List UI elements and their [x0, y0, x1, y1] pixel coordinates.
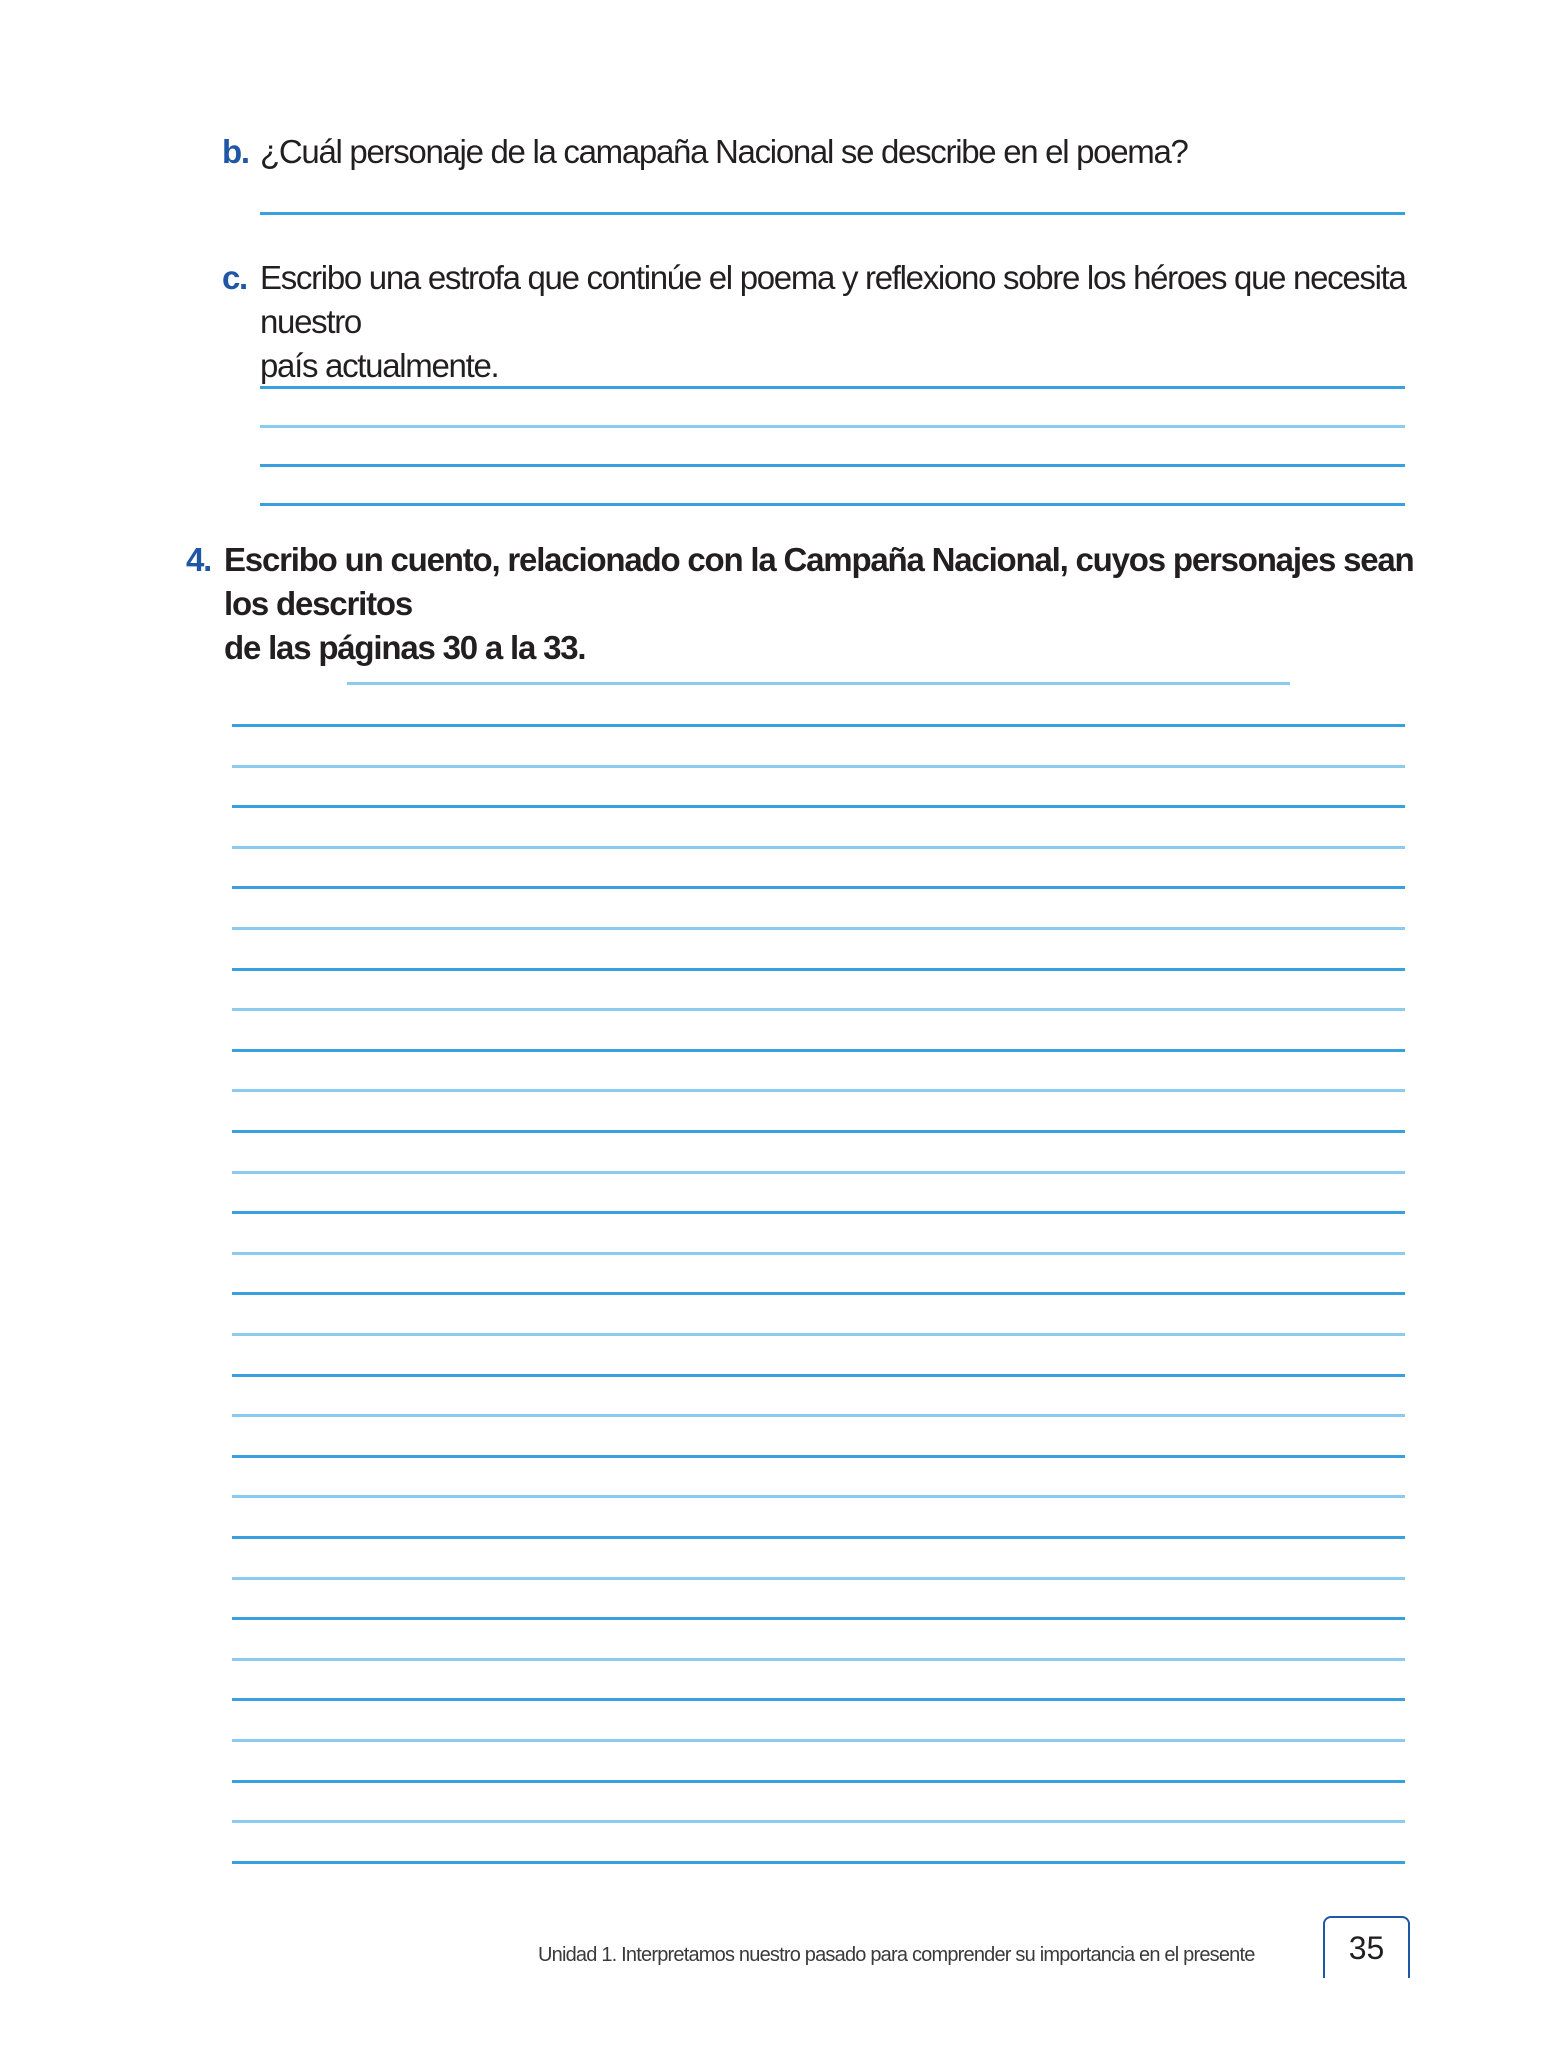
story-line[interactable]	[232, 968, 1405, 971]
question-b-text: ¿Cuál personaje de la camapaña Nacional se describe en el poema?	[260, 133, 1188, 170]
story-line[interactable]	[232, 1495, 1405, 1498]
story-line[interactable]	[232, 1130, 1405, 1133]
answer-line-c-3[interactable]	[260, 464, 1405, 467]
story-line[interactable]	[232, 1536, 1405, 1539]
story-line[interactable]	[232, 846, 1405, 849]
story-line[interactable]	[232, 1820, 1405, 1823]
question-c-marker: c.	[222, 259, 247, 296]
question-c-text-line1: Escribo una estrofa que continúe el poema y reflexiono sobre los héroes que necesita nuestro	[260, 259, 1406, 340]
story-line[interactable]	[232, 927, 1405, 930]
answer-line-c-2[interactable]	[260, 425, 1405, 428]
story-line[interactable]	[232, 1658, 1405, 1661]
page-number: 35	[1348, 1930, 1385, 1966]
question-4-text-line1: Escribo un cuento, relacionado con la Campaña Nacional, cuyos personajes sean los descritos	[224, 541, 1414, 622]
story-line[interactable]	[232, 805, 1405, 808]
question-b-marker: b.	[222, 133, 249, 170]
story-line[interactable]	[232, 1089, 1405, 1092]
story-line[interactable]	[232, 1617, 1405, 1620]
story-line[interactable]	[232, 1252, 1405, 1255]
story-title-line[interactable]	[347, 682, 1290, 685]
page-number-box	[1323, 1916, 1410, 1978]
question-4	[186, 538, 1414, 670]
story-line[interactable]	[232, 1049, 1405, 1052]
story-line[interactable]	[232, 1414, 1405, 1417]
story-line[interactable]	[232, 1211, 1405, 1214]
question-4-text-line2: de las páginas 30 a la 33.	[224, 629, 586, 666]
story-line[interactable]	[232, 1455, 1405, 1458]
answer-line-c-1[interactable]	[260, 386, 1405, 389]
story-line[interactable]	[232, 886, 1405, 889]
story-line[interactable]	[232, 765, 1405, 768]
story-line[interactable]	[232, 1698, 1405, 1701]
answer-line-b[interactable]	[260, 212, 1405, 215]
story-line[interactable]	[232, 1861, 1405, 1864]
question-c	[222, 256, 1410, 388]
footer-unit-text: Unidad 1. Interpretamos nuestro pasado para comprender su importancia en el presente	[538, 1944, 1255, 1966]
story-line[interactable]	[232, 1374, 1405, 1377]
story-line[interactable]	[232, 1739, 1405, 1742]
story-line[interactable]	[232, 1171, 1405, 1174]
story-line[interactable]	[232, 1780, 1405, 1783]
story-line[interactable]	[232, 1333, 1405, 1336]
story-line[interactable]	[232, 1008, 1405, 1011]
answer-line-c-4[interactable]	[260, 503, 1405, 506]
question-b	[222, 130, 1410, 174]
story-line[interactable]	[232, 1577, 1405, 1580]
story-line[interactable]	[232, 1292, 1405, 1295]
question-c-text-line2: país actualmente.	[260, 347, 499, 384]
question-4-marker: 4.	[186, 541, 212, 578]
story-line[interactable]	[232, 724, 1405, 727]
